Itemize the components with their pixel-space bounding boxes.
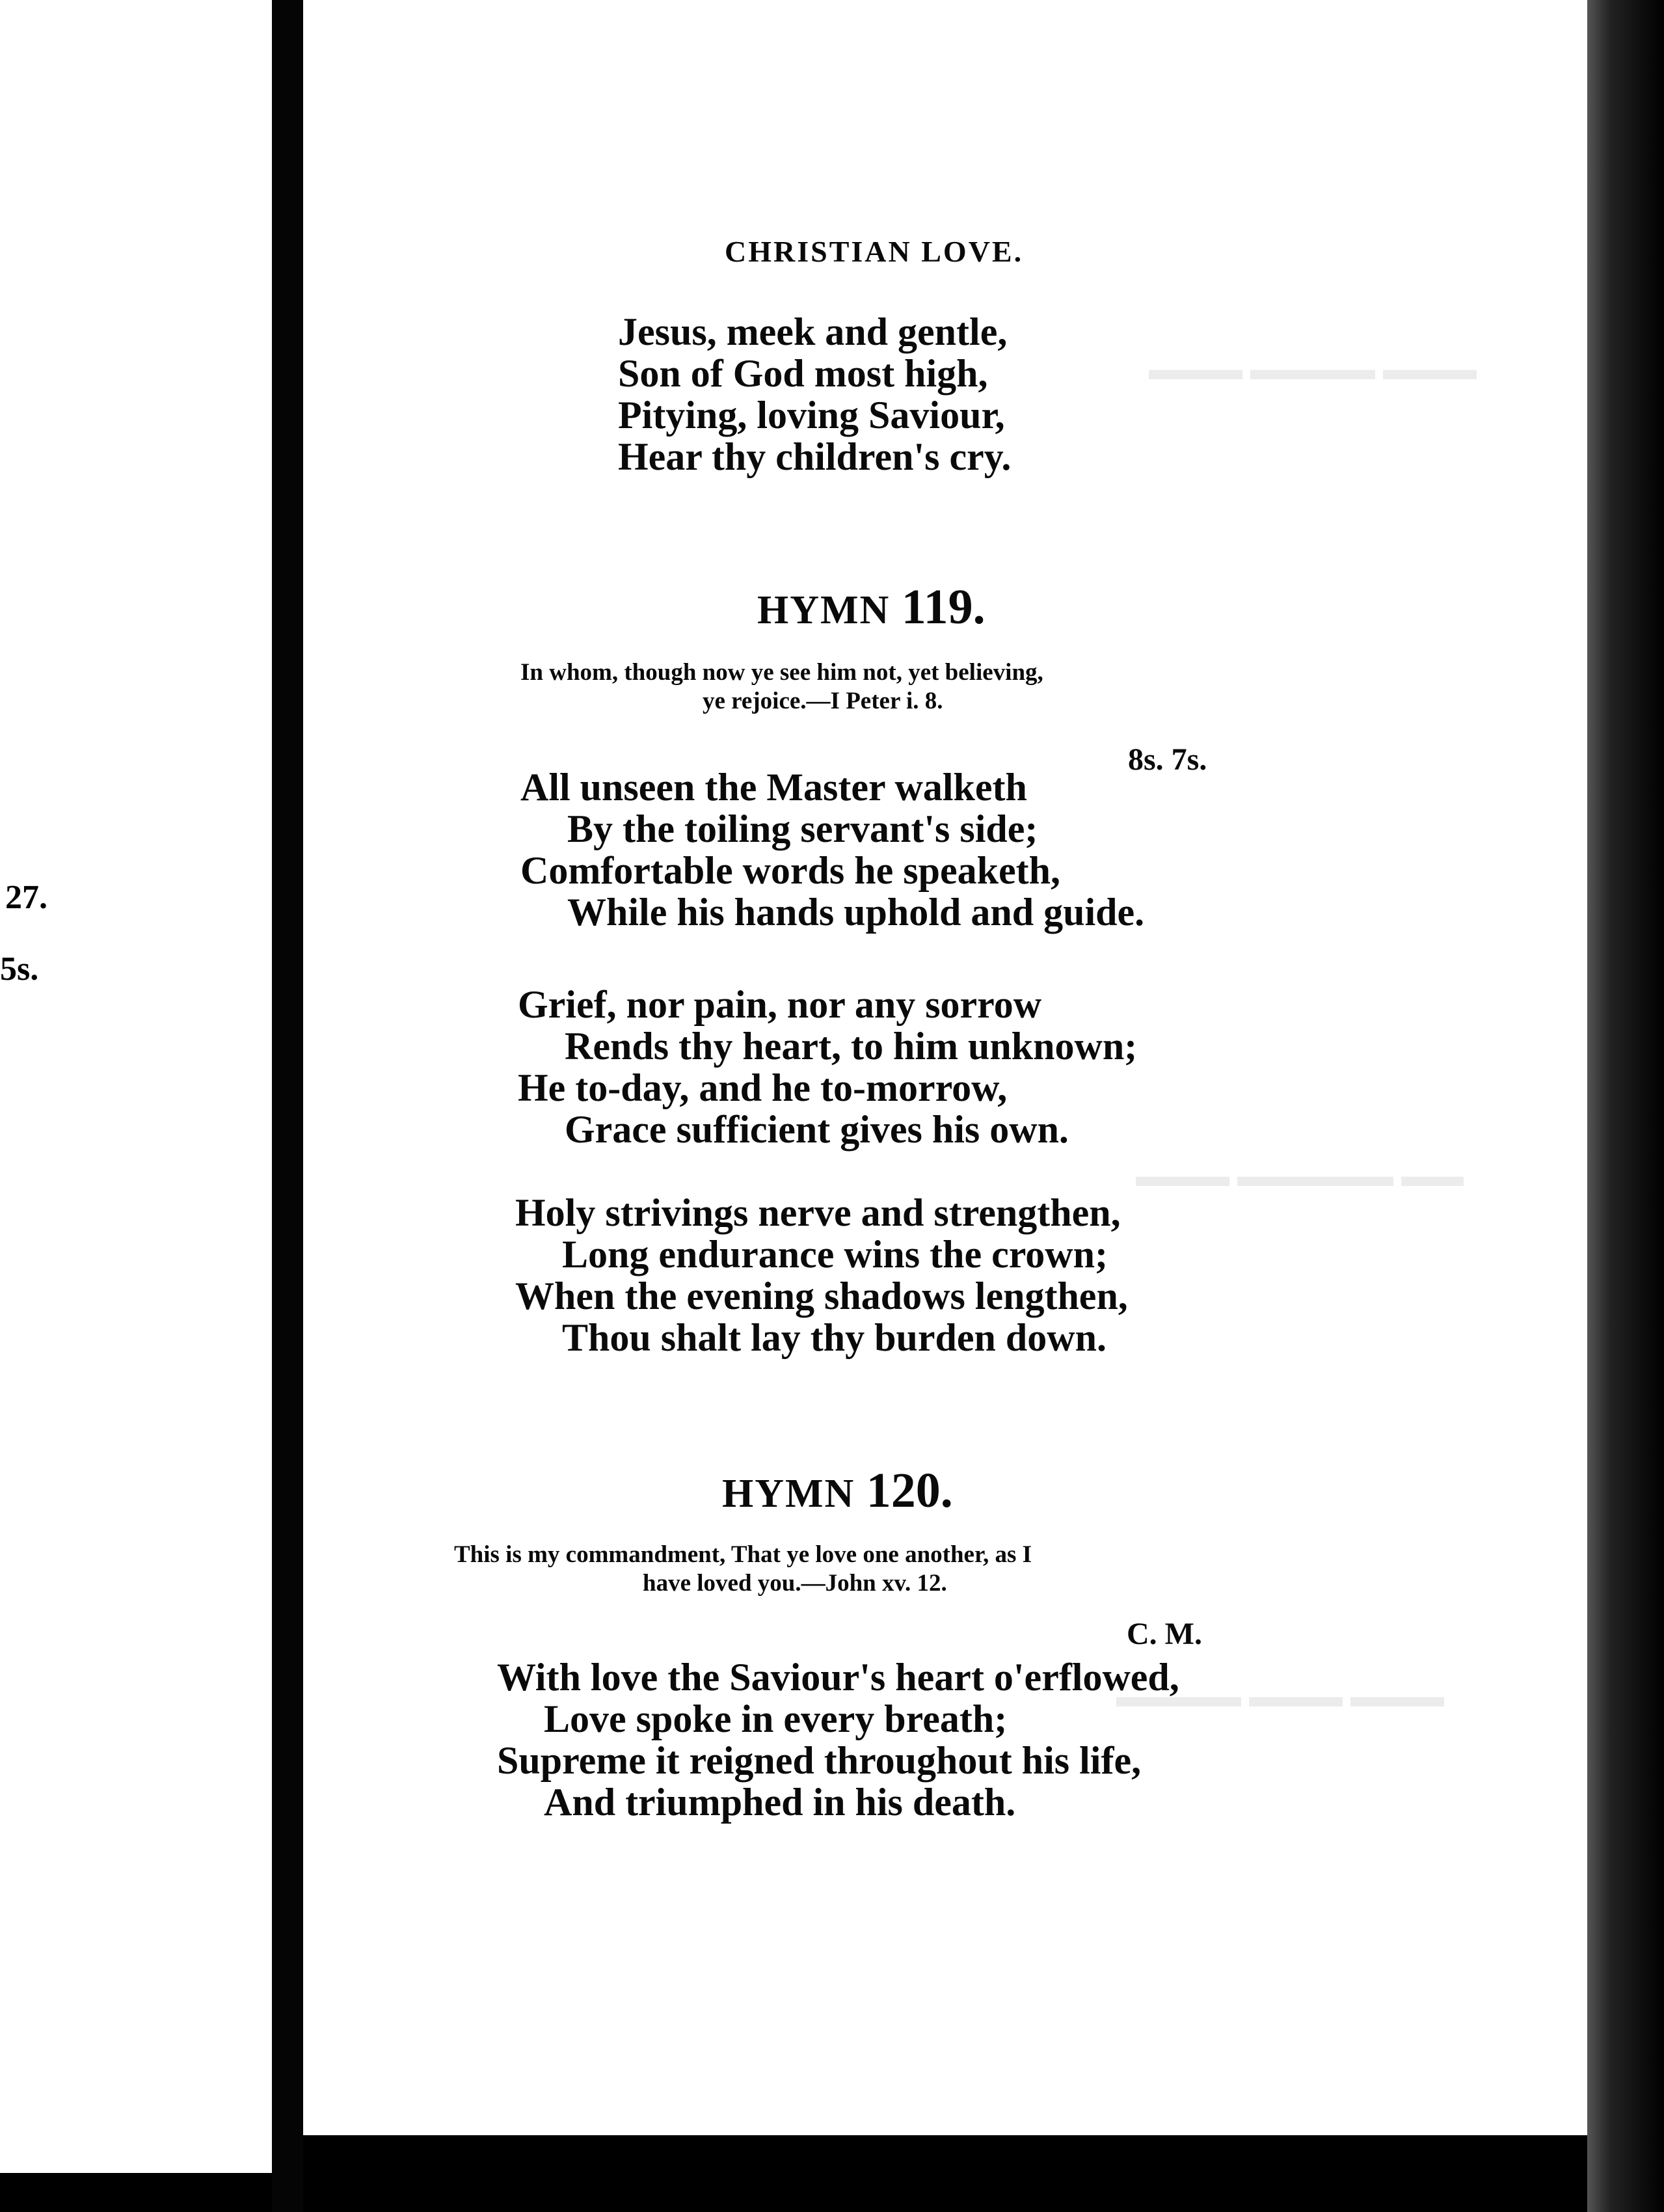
left-page-fragment: 27. <box>5 879 47 916</box>
verse-line: Holy strivings nerve and strengthen, <box>515 1191 1121 1234</box>
verse-line: Son of God most high, <box>618 352 988 395</box>
verse-line: All unseen the Master walketh <box>520 766 1027 809</box>
epigraph-line: ye rejoice.—I Peter i. 8. <box>703 688 943 714</box>
hymn-meter: C. M. <box>1127 1617 1202 1651</box>
hymn-stanza <box>520 766 1144 933</box>
hymn-meter: 8s. 7s. <box>1128 742 1207 777</box>
hymn-stanza <box>515 1192 1128 1358</box>
hymn-epigraph <box>454 1541 1032 1598</box>
hymnal-page <box>303 0 1608 2135</box>
verse-line: Hear thy children's cry. <box>618 435 1012 478</box>
left-page-fragment: 5s. <box>0 951 39 988</box>
running-header: CHRISTIAN LOVE. <box>725 235 1024 268</box>
left-page-edge <box>0 0 273 2173</box>
hymn-title <box>757 579 986 636</box>
epigraph-line: This is my commandment, That ye love one another, as I <box>454 1541 1032 1568</box>
hymn-number: 119. <box>901 580 986 634</box>
show-through-texture: ▬▬▬ ▬▬▬▬▬ ▬▬ <box>1136 1159 1464 1193</box>
verse-line: Jesus, meek and gentle, <box>618 310 1008 353</box>
verse-line: Love spoke in every breath; <box>544 1697 1008 1740</box>
verse-line: Grief, nor pain, nor any sorrow <box>518 983 1042 1026</box>
verse-line: And triumphed in his death. <box>544 1781 1016 1824</box>
verse-line: Thou shalt lay thy burden down. <box>562 1316 1107 1359</box>
verse-line: Long endurance wins the crown; <box>562 1233 1108 1276</box>
verse-line: While his hands uphold and guide. <box>567 891 1145 934</box>
hymn-number: 120. <box>866 1463 953 1518</box>
verse-line: He to-day, and he to-morrow, <box>518 1066 1008 1109</box>
verse-line: Supreme it reigned throughout his life, <box>497 1739 1142 1782</box>
book-gutter <box>272 0 303 2212</box>
verse-line: By the toiling servant's side; <box>567 807 1038 850</box>
hymn-title <box>722 1463 953 1519</box>
hymn-stanza <box>518 984 1137 1150</box>
hymn-stanza <box>497 1656 1179 1823</box>
epigraph-line: have loved you.—John xv. 12. <box>643 1570 947 1597</box>
epigraph-line: In whom, though now ye see him not, yet believing, <box>520 659 1043 686</box>
hymn-label: HYMN <box>722 1472 855 1516</box>
verse-line: Pitying, loving Saviour, <box>618 394 1005 437</box>
hymn-label: HYMN <box>757 588 891 632</box>
page-block-edge <box>1587 0 1664 2212</box>
verse-line: When the evening shadows lengthen, <box>515 1275 1128 1317</box>
verse-line: Rends thy heart, to him unknown; <box>565 1025 1138 1068</box>
verse-line: Comfortable words he speaketh, <box>520 849 1060 892</box>
show-through-texture: ▬▬▬▬ ▬▬▬ ▬▬▬ <box>1116 1679 1444 1714</box>
verse-line: Grace sufficient gives his own. <box>565 1108 1069 1151</box>
show-through-texture: ▬▬▬ ▬▬▬▬ ▬▬▬ <box>1149 352 1477 386</box>
verse-line: With love the Saviour's heart o'erflowed, <box>497 1656 1179 1699</box>
hymn-epigraph <box>520 658 1043 716</box>
opening-verse <box>618 311 1011 478</box>
